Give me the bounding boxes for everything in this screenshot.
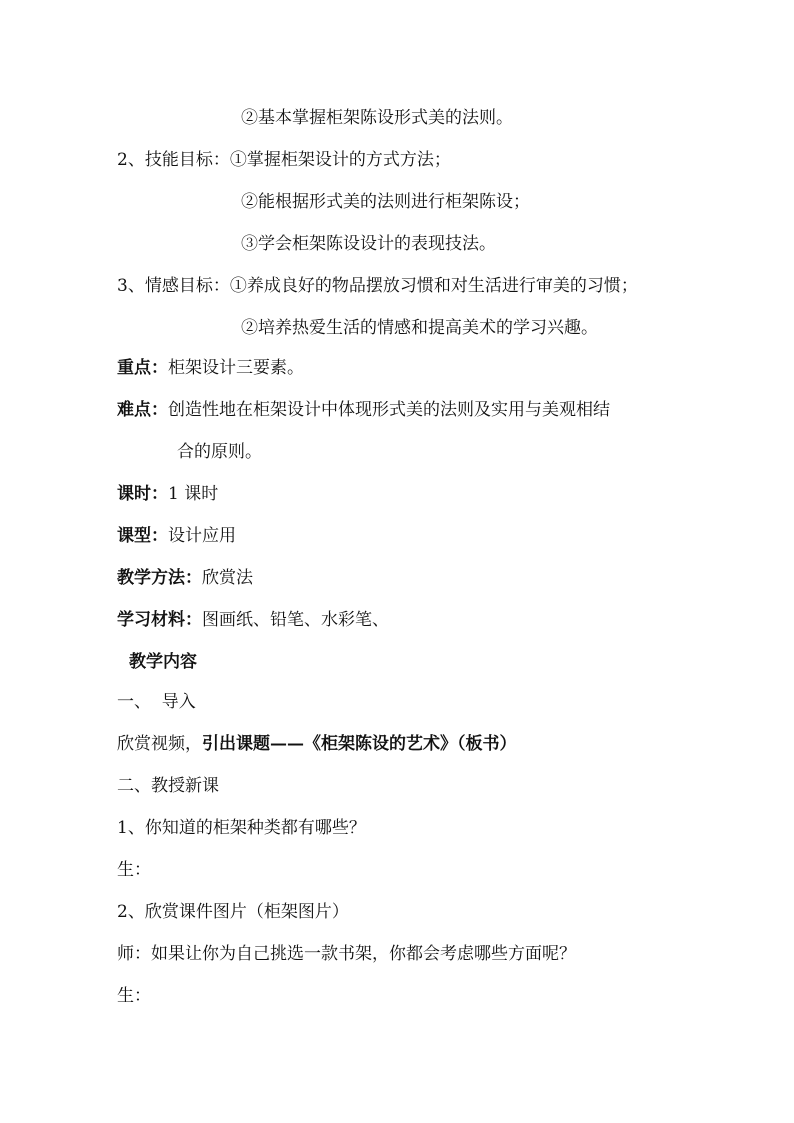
intro-row: [117, 732, 517, 756]
difficulty-label: 难点：: [117, 400, 168, 420]
student-reply-2: 生：: [117, 986, 151, 1006]
question-2: 2、欣赏课件图片（柜架图片）: [117, 902, 349, 922]
key-point-text: 柜架设计三要素。: [168, 358, 304, 378]
materials-row: [117, 608, 389, 632]
period-label: 课时：: [117, 484, 168, 504]
key-point-label: 重点：: [117, 358, 168, 378]
lesson-type-label: 课型：: [117, 526, 168, 546]
emotion-objective: 3、情感目标：①养成良好的物品摆放习惯和对生活进行审美的习惯；: [117, 276, 638, 296]
content-heading: 教学内容: [129, 652, 197, 672]
method-row: [117, 566, 253, 590]
period-row: [117, 482, 218, 506]
skill-objective: 2、技能目标：①掌握柜架设计的方式方法；: [117, 150, 451, 170]
difficulty-text: 创造性地在柜架设计中体现形式美的法则及实用与美观相结: [168, 400, 610, 420]
section-intro-heading: 一、 导入: [117, 692, 196, 712]
intro-plain: 欣赏视频，: [117, 734, 202, 754]
lesson-type-row: [117, 524, 236, 548]
materials-label: 学习材料：: [117, 610, 202, 630]
objective-line: ②培养热爱生活的情感和提高美术的学习兴趣。: [241, 318, 598, 338]
materials-text: 图画纸、铅笔、水彩笔、: [202, 610, 389, 630]
method-text: 欣赏法: [202, 568, 253, 588]
method-label: 教学方法：: [117, 568, 202, 588]
question-1: 1、你知道的柜架种类都有哪些？: [117, 818, 366, 838]
objective-line: ②基本掌握柜架陈设形式美的法则。: [241, 108, 513, 128]
lesson-type-text: 设计应用: [168, 526, 236, 546]
period-text: 1 课时: [168, 484, 219, 504]
difficulty-continued: 合的原则。: [177, 442, 262, 462]
intro-bold: 引出课题——《柜架陈设的艺术》（板书）: [202, 734, 517, 754]
student-reply-1: 生：: [117, 860, 151, 880]
difficulty-row: [117, 398, 610, 422]
objective-line: ③学会柜架陈设设计的表现技法。: [241, 234, 496, 254]
section-new-lesson-heading: 二、教授新课: [117, 776, 219, 796]
teacher-prompt: 师：如果让你为自己挑选一款书架，你都会考虑哪些方面呢？: [117, 944, 576, 964]
key-point-row: [117, 356, 304, 380]
objective-line: ②能根据形式美的法则进行柜架陈设；: [241, 192, 530, 212]
